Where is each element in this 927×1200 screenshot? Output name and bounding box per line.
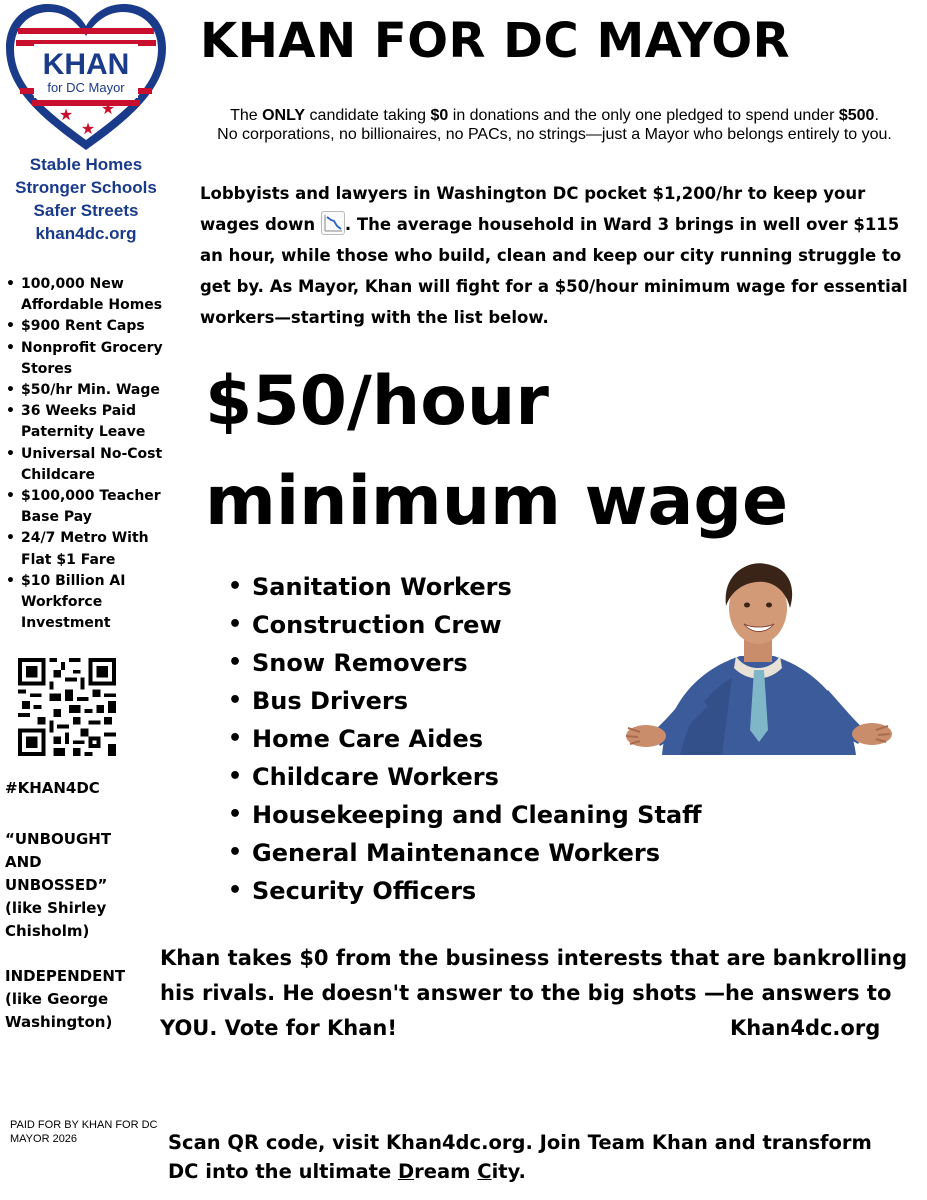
page-title: KHAN FOR DC MAYOR [200,13,791,69]
chart-decreasing-icon [321,211,345,235]
hashtag: #KHAN4DC [5,779,100,797]
slogan-streets: Safer Streets [33,201,139,220]
worker-item: • Housekeeping and Cleaning Staff [228,796,702,834]
logo-subtitle: for DC Mayor [47,80,125,95]
worker-item: • Sanitation Workers [228,568,702,606]
campaign-logo [4,2,168,152]
intro-line-2: No corporations, no billionaires, no PACs, no strings—just a Mayor who belongs entirely to you. [217,126,892,143]
platform-item: • $900 Rent Caps [6,316,176,337]
worker-item: • Snow Removers [228,644,702,682]
chisholm-quote: “UNBOUGHT AND UNBOSSED” (like Shirley Chisholm) [5,830,112,940]
worker-item: • Security Officers [228,872,702,910]
slogan-homes: Stable Homes [29,155,143,174]
worker-item: • Bus Drivers [228,682,702,720]
svg-text:★: ★ [100,99,116,118]
paid-for-disclaimer: PAID FOR BY KHAN FOR DC MAYOR 2026 [10,1119,158,1145]
candidate-photo [622,560,894,755]
platform-item: • $50/hr Min. Wage [6,380,176,401]
worker-item: • Construction Crew [228,606,702,644]
svg-text:★: ★ [58,105,74,124]
platform-item: • Nonprofit Grocery Stores [6,338,176,380]
platform-item: • 100,000 New Affordable Homes [6,274,176,316]
footer-line-1: Scan QR code, visit Khan4dc.org. Join Team Khan and transform [168,1131,872,1154]
intro-text [182,106,927,144]
slogan-schools: Stronger Schools [15,178,157,197]
footer-line-2: DC into the ultimate Dream City. [168,1160,526,1183]
platform-item: • 36 Weeks Paid Paternity Leave [6,401,176,443]
intro-line-1: The ONLY candidate taking $0 in donations and the only one pledged to spend under $500. [230,107,879,124]
platform-item: • $100,000 Teacher Base Pay [6,486,176,528]
lobbyist-paragraph: Lobbyists and lawyers in Washington DC pocket $1,200/hr to keep your wages down . The average household in Ward 3 brings in well over $115 an hour, while those who build, clean and keep our city running struggle to get by. As Mayor, Khan will fight for a $50/hour minimum wage for essential workers—starting with the list below. [200,184,908,327]
closing-text: Khan takes $0 from the business interests that are bankrolling his rivals. He doesn't answer to the big shots —he answers to YOU. Vote for Khan! [160,946,908,1040]
wage-headline [205,352,905,552]
headline-line-2: minimum wage [205,462,789,541]
platform-item: • $10 Billion AI Workforce Investment [6,571,176,635]
slogans [0,153,172,245]
worker-item: • Childcare Workers [228,758,702,796]
closing-statement [160,941,920,1046]
platform-item: • 24/7 Metro With Flat $1 Fare [6,528,176,570]
logo-name: KHAN [42,48,130,81]
sidebar-website-link[interactable]: khan4dc.org [35,224,137,243]
platform-list [6,274,176,634]
worker-item: • General Maintenance Workers [228,834,702,872]
footer-call-to-action [168,1128,908,1186]
qr-code[interactable] [18,658,116,756]
platform-item: • Universal No-Cost Childcare [6,444,176,486]
independent-note: INDEPENDENT (like George Washington) [5,967,126,1031]
svg-text:★: ★ [80,119,96,138]
headline-line-1: $50/hour [205,362,549,441]
closing-website-link[interactable]: Khan4dc.org [730,1016,881,1040]
worker-item: • Home Care Aides [228,720,702,758]
